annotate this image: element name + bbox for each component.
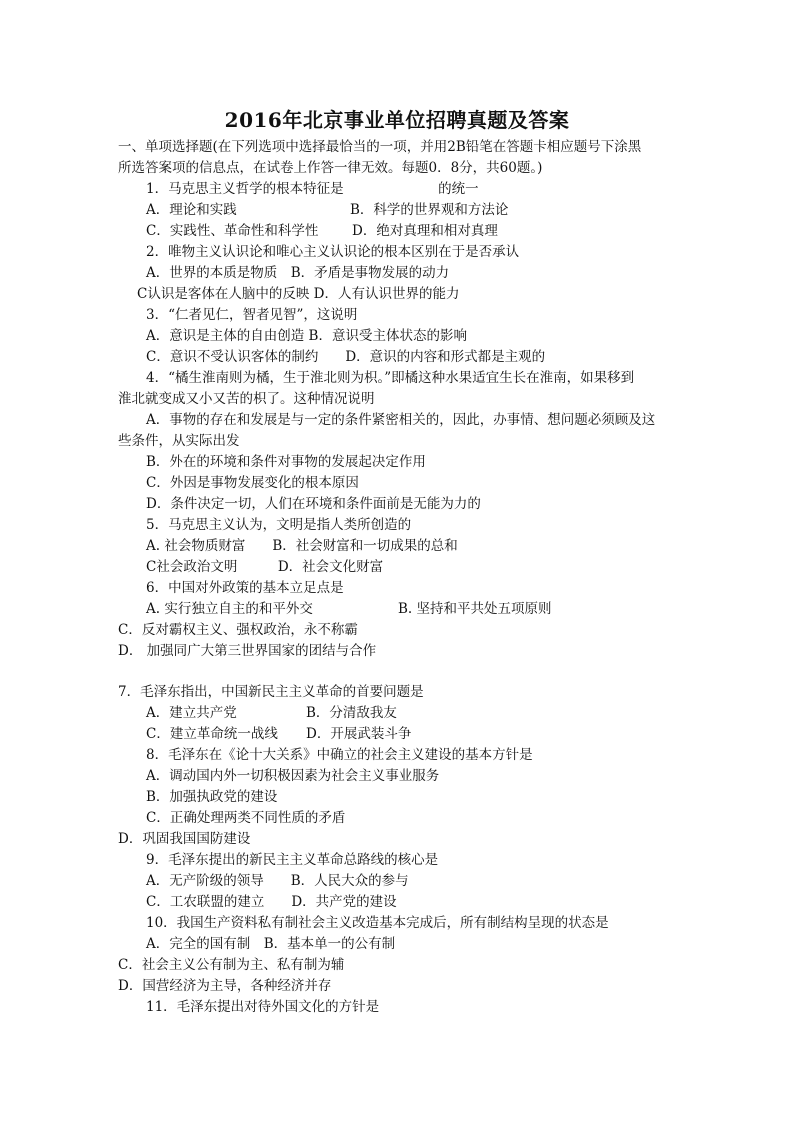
question-5: 5．马克思主义认为，文明是指人类所创造的 [146, 517, 412, 533]
option-1d: D．绝对真理和相对真理 [352, 223, 498, 239]
option-7b: B．分清敌我友 [306, 705, 397, 721]
question-9: 9．毛泽东提出的新民主主义革命总路线的核心是 [146, 852, 439, 868]
option-4c: C．外因是事物发展变化的根本原因 [146, 475, 359, 491]
options-9cd: C．工农联盟的建立 D．共产党的建设 [146, 894, 397, 910]
option-8c: C．正确处理两类不同性质的矛盾 [146, 810, 346, 826]
options-9ab: A．无产阶级的领导 B．人民大众的参与 [146, 873, 409, 889]
options-10ab: A．完全的国有制 B．基本单一的公有制 [146, 936, 396, 952]
option-8d: D．巩固我国国防建设 [118, 831, 251, 847]
options-5ab: A. 社会物质财富 B．社会财富和一切成果的总和 [146, 538, 458, 554]
option-7d: D．开展武装斗争 [306, 726, 412, 742]
question-7: 7．毛泽东指出，中国新民主主义革命的首要问题是 [118, 684, 424, 700]
options-3ab: A．意识是主体的自由创造 B．意识受主体状态的影响 [146, 328, 467, 344]
question-4-cont: 淮北就变成又小又苦的枳了。这种情况说明 [118, 391, 375, 407]
option-1a: A．理论和实践 [146, 202, 237, 218]
option-8b: B．加强执政党的建设 [146, 789, 278, 805]
option-1c: C．实践性、革命性和科学性 [146, 223, 319, 239]
question-3: 3．“仁者见仁，智者见智”，这说明 [146, 307, 358, 323]
question-10: 10．我国生产资料私有制社会主义改造基本完成后，所有制结构呈现的状态是 [146, 915, 609, 931]
question-2: 2．唯物主义认识论和唯心主义认识论的根本区别在于是否承认 [146, 244, 520, 260]
options-5cd: C社会政治文明 D．社会文化财富 [146, 559, 384, 575]
option-6d: D． 加强同广大第三世界国家的团结与合作 [118, 643, 377, 659]
question-4: 4．“橘生淮南则为橘，生于淮北则为枳。”即橘这种水果适宜生长在淮南，如果移到 [146, 370, 635, 386]
option-7a: A．建立共产党 [146, 705, 237, 721]
option-6a: A. 实行独立自主的和平外交 [146, 601, 313, 617]
option-6c: C．反对霸权主义、强权政治，永不称霸 [118, 622, 358, 638]
option-10c: C．社会主义公有制为主、私有制为辅 [118, 957, 345, 973]
option-8a: A．调动国内外一切积极因素为社会主义事业服务 [146, 768, 440, 784]
option-7c: C．建立革命统一战线 [146, 726, 278, 742]
option-4d: D．条件决定一切，人们在环境和条件面前是无能为力的 [146, 496, 481, 512]
section-instructions: 所选答案项的信息点，在试卷上作答一律无效。每题0．8分，共60题。) [118, 160, 543, 176]
option-4a: A．事物的存在和发展是与一定的条件紧密相关的，因此，办事情、想问题必须顾及这 [146, 412, 656, 428]
document-title: 2016年北京事业单位招聘真题及答案 [224, 108, 570, 132]
question-1: 1．马克思主义哲学的根本特征是 的统一 [146, 181, 479, 197]
option-1b: B．科学的世界观和方法论 [350, 202, 509, 218]
question-8: 8．毛泽东在《论十大关系》中确立的社会主义建设的基本方针是 [146, 747, 533, 763]
option-4a-cont: 些条件，从实际出发 [118, 433, 240, 449]
option-10d: D．国营经济为主导，各种经济并存 [118, 978, 332, 994]
option-6b: B. 坚持和平共处五项原则 [398, 601, 552, 617]
options-3cd: C．意识不受认识客体的制约 D．意识的内容和形式都是主观的 [146, 349, 546, 365]
section-heading: 一、单项选择题(在下列选项中选择最恰当的一项，并用2B铅笔在答题卡相应题号下涂黑 [118, 139, 642, 155]
options-2cd: C认识是客体在人脑中的反映 D．人有认识世界的能力 [137, 286, 460, 302]
question-11: 11．毛泽东提出对待外国文化的方针是 [146, 999, 380, 1015]
option-4b: B．外在的环境和条件对事物的发展起决定作用 [146, 454, 426, 470]
options-2ab: A．世界的本质是物质 B．矛盾是事物发展的动力 [146, 265, 450, 281]
question-6: 6．中国对外政策的基本立足点是 [146, 580, 344, 596]
